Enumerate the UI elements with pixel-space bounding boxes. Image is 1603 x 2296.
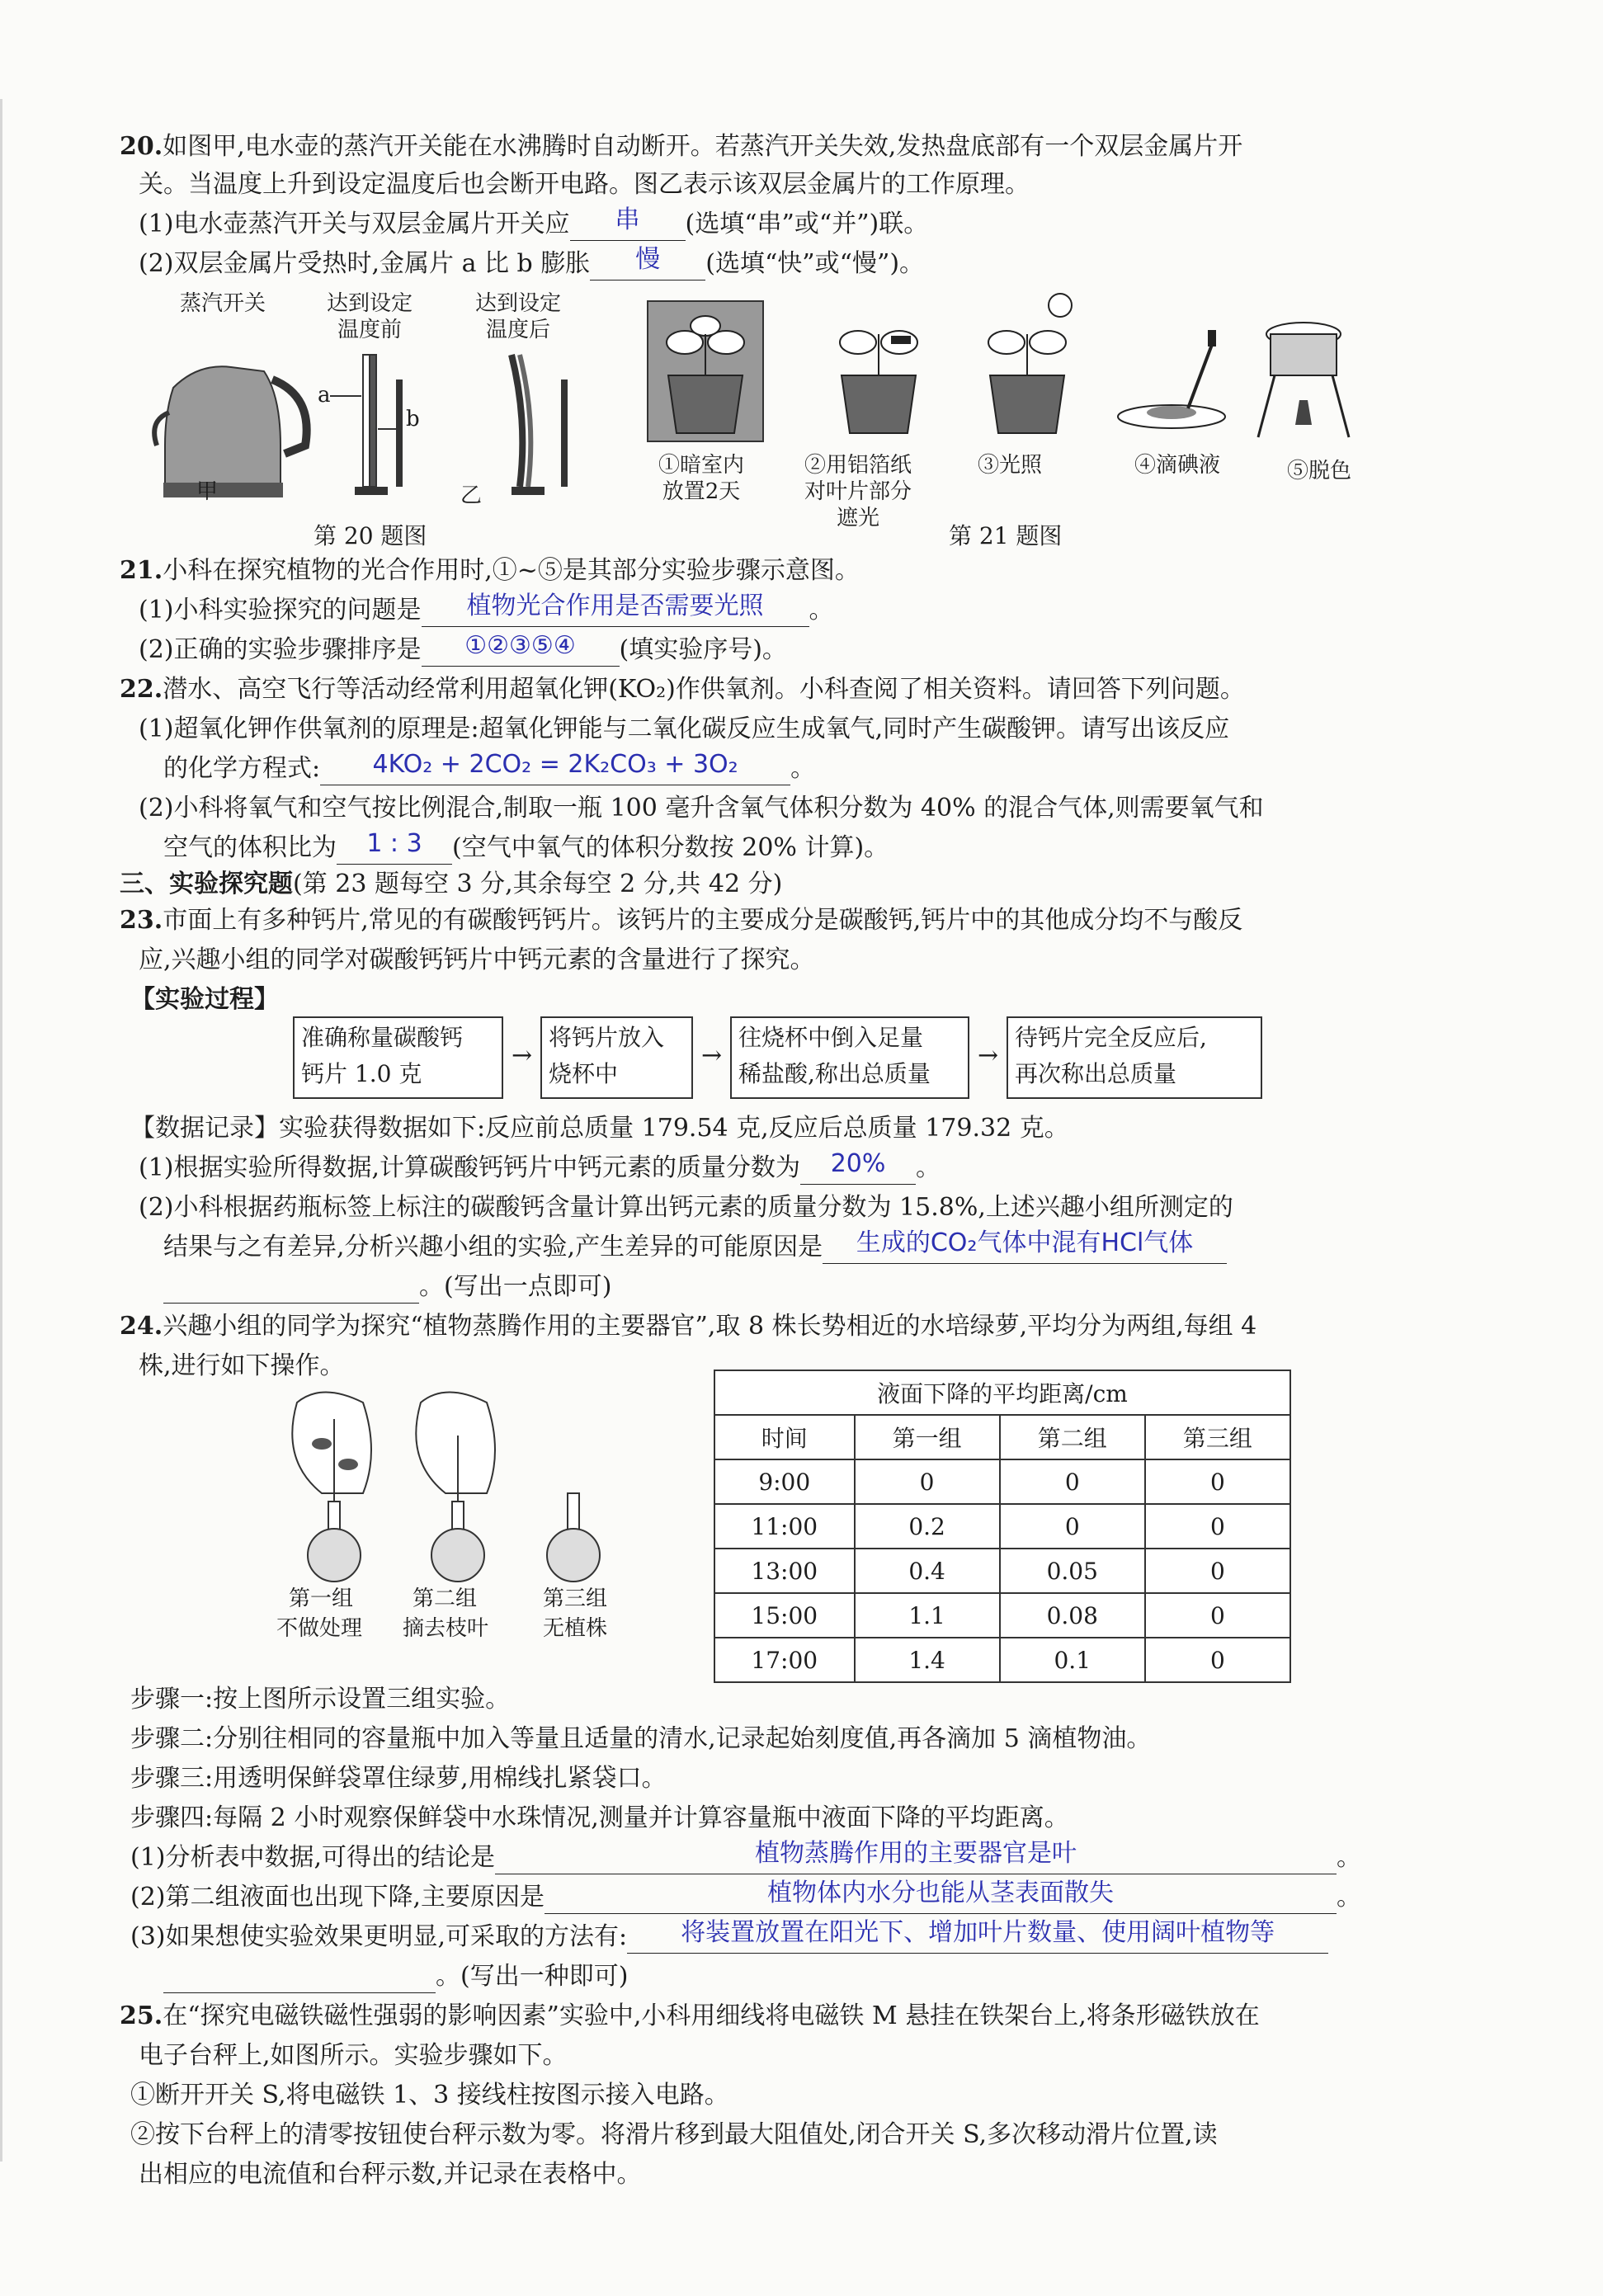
flask-group-2	[416, 1393, 495, 1582]
q24-part2: (2)第二组液面也出现下降,主要原因是 植物体内水分也能从茎表面散失 。	[130, 1881, 1361, 1914]
q21-line1: 21.小科在探究植物的光合作用时,①~⑤是其部分实验步骤示意图。	[120, 556, 860, 585]
table-row: 11:00 0.2 0 0	[714, 1504, 1290, 1549]
flow-arrow-3: →	[978, 1041, 999, 1070]
section3-heading: 三、实验探究题(第 23 题每空 3 分,其余每空 2 分,共 42 分)	[120, 870, 783, 898]
q24-apparatus	[272, 1386, 635, 1592]
table-title: 液面下降的平均距离/cm	[714, 1370, 1290, 1415]
q20-answer1[interactable]: 串	[570, 210, 686, 241]
group2-desc: 摘去枝叶	[403, 1616, 489, 1641]
fig21-drawing	[644, 285, 1370, 458]
q21-part2: (2)正确的实验步骤排序是 ①②③⑤④ (填实验序号)。	[139, 634, 787, 667]
q24-step3: 步骤三:用透明保鲜袋罩住绿萝,用棉线扎紧袋口。	[130, 1764, 667, 1793]
q20-line2: 关。当温度上升到设定温度后也会断开电路。图乙表示该双层金属片的工作原理。	[139, 170, 1030, 199]
q24-part3: (3)如果想使实验效果更明显,可采取的方法有: 将装置放置在阳光下、增加叶片数量、使用阔叶植物等	[130, 1921, 1328, 1954]
label-a: a	[318, 383, 331, 408]
q23-p2-line2: 结果与之有差异,分析兴趣小组的实验,产生差异的可能原因是 生成的CO₂气体中混有HCl气体	[163, 1231, 1227, 1264]
q22-p1-line1: (1)超氧化钾作供氧剂的原理是:超氧化钾能与二氧化碳反应生成氧气,同时产生碳酸钾。请写出该反应	[139, 714, 1230, 743]
q22-line1: 22.潜水、高空飞行等活动经常利用超氧化钾(KO₂)作供氧剂。小科查阅了相关资料。请回答下列问题。	[120, 675, 1245, 704]
q23-answer2-cont[interactable]	[163, 1273, 419, 1304]
q22-p2-line2: 空气的体积比为 1 : 3 (空气中氧气的体积分数按 20% 计算)。	[163, 832, 889, 865]
q22-answer1[interactable]: 4KO₂ + 2CO₂ = 2K₂CO₃ + 3O₂	[320, 755, 790, 785]
kettle-label: 蒸汽开关	[180, 291, 266, 316]
q21-answer2[interactable]: ①②③⑤④	[422, 636, 620, 667]
q23-process-label: 【实验过程】	[130, 985, 279, 1014]
q24-answer2[interactable]: 植物体内水分也能从茎表面散失	[545, 1883, 1337, 1914]
table-row: 9:00 0 0 0	[714, 1459, 1290, 1504]
q25-step2-line1: ②按下台秤上的清零按钮使台秤示数为零。将滑片移到最大阻值处,闭合开关 S,多次移动滑片位置,读	[130, 2120, 1218, 2149]
before-temp-label: 达到设定温度前	[326, 291, 413, 342]
flow-step-2: 将钙片放入 烧杯中	[540, 1016, 693, 1099]
q23-p2-line3: 。(写出一点即可)	[163, 1271, 611, 1304]
q23-answer1[interactable]: 20%	[800, 1154, 916, 1185]
label-yi: 乙	[460, 483, 483, 508]
q21-answer1[interactable]: 植物光合作用是否需要光照	[422, 596, 809, 627]
q25-step2-line2: 出相应的电流值和台秤示数,并记录在表格中。	[139, 2160, 642, 2189]
group1-desc: 不做处理	[276, 1616, 363, 1641]
fig21-step2: ②用铝箔纸对叶片部分遮光	[804, 453, 912, 530]
q20-line1	[120, 130, 1242, 163]
q22-answer2[interactable]: 1 : 3	[337, 834, 452, 865]
q24-answer3[interactable]: 将装置放置在阳光下、增加叶片数量、使用阔叶植物等	[627, 1923, 1328, 1954]
fig21-step3: ③光照	[978, 453, 1043, 478]
q20-part2: (2)双层金属片受热时,金属片 a 比 b 膨胀 慢 (选填“快”或“慢”)。	[139, 248, 924, 281]
q20-part1: (1)电水壶蒸汽开关与双层金属片开关应 串 (选填“串”或“并”)联。	[139, 208, 928, 241]
q23-record: 【数据记录】实验获得数据如下:反应前总质量 179.54 克,反应后总质量 179.32 克。	[130, 1114, 1069, 1143]
fig21-step1: ①暗室内放置2天	[658, 453, 744, 504]
q24-step4: 步骤四:每隔 2 小时观察保鲜袋中水珠情况,测量并计算容量瓶中液面下降的平均距离。	[130, 1803, 1069, 1832]
q24-line2: 株,进行如下操作。	[139, 1351, 345, 1380]
q24-data-table	[714, 1370, 1291, 1683]
fig21-step4: ④滴碘液	[1134, 453, 1221, 478]
group3-desc: 无植株	[543, 1616, 608, 1641]
q25-line1: 25.在“探究电磁铁磁性强弱的影响因素”实验中,小科用细线将电磁铁 M 悬挂在铁架台上,将条形磁铁放在	[120, 2001, 1260, 2030]
q21-part1: (1)小科实验探究的问题是 植物光合作用是否需要光照 。	[139, 594, 834, 627]
group2-label: 第二组	[413, 1586, 478, 1611]
bimetal-before	[330, 355, 403, 495]
fig21-step5: ⑤脱色	[1287, 459, 1352, 483]
table-row: 17:00 1.4 0.1 0	[714, 1638, 1290, 1682]
table-header-row: 时间 第一组 第二组 第三组	[714, 1415, 1290, 1459]
q24-part3-line2: 。(写出一种即可)	[163, 1960, 628, 1993]
flow-step-1: 准确称量碳酸钙 钙片 1.0 克	[293, 1016, 503, 1099]
pot-2	[840, 331, 917, 433]
q22-p2-line1: (2)小科将氧气和空气按比例混合,制取一瓶 100 毫升含氧气体积分数为 40% 的混合气体,则需要氧气和	[139, 794, 1264, 823]
flask-group-3	[547, 1493, 600, 1582]
q23-line1: 23.市面上有多种钙片,常见的有碳酸钙钙片。该钙片的主要成分是碳酸钙,钙片中的其他成分均不与酸反	[120, 906, 1243, 935]
after-temp-label: 达到设定温度后	[474, 291, 561, 342]
q23-p2-line1: (2)小科根据药瓶标签上标注的碳酸钙含量计算出钙元素的质量分数为 15.8%,上述兴趣小组所测定的	[139, 1193, 1233, 1222]
q20-number: 20.	[120, 132, 163, 161]
q24-line1: 24.兴趣小组的同学为探究“植物蒸腾作用的主要器官”,取 8 株长势相近的水培绿萝,平均分为两组,每组 4	[120, 1312, 1257, 1341]
flow-step-4: 待钙片完全反应后, 再次称出总质量	[1007, 1016, 1262, 1099]
flow-step-3: 往烧杯中倒入足量 稀盐酸,称出总质量	[730, 1016, 969, 1099]
fig20-caption: 第 20 题图	[314, 522, 427, 549]
q24-answer1[interactable]: 植物蒸腾作用的主要器官是叶	[495, 1844, 1337, 1874]
q24-step1: 步骤一:按上图所示设置三组实验。	[130, 1685, 511, 1714]
table-row: 15:00 1.1 0.08 0	[714, 1593, 1290, 1638]
q23-answer2[interactable]: 生成的CO₂气体中混有HCl气体	[823, 1233, 1227, 1264]
q23-part1: (1)根据实验所得数据,计算碳酸钙钙片中钙元素的质量分数为 20% 。	[139, 1152, 941, 1185]
group1-label: 第一组	[289, 1586, 354, 1611]
q23-line2: 应,兴趣小组的同学对碳酸钙钙片中钙元素的含量进行了探究。	[139, 945, 815, 974]
q25-step1: ①断开开关 S,将电磁铁 1、3 接线柱按图示接入电路。	[130, 2081, 729, 2110]
flow-arrow-1: →	[512, 1041, 533, 1070]
label-jia: 甲	[196, 479, 219, 504]
bimetal-after	[512, 355, 568, 495]
table-row: 13:00 0.4 0.05 0	[714, 1549, 1290, 1593]
q24-part1: (1)分析表中数据,可得出的结论是 植物蒸腾作用的主要器官是叶 。	[130, 1841, 1361, 1874]
decolor-stand	[1258, 323, 1349, 437]
q24-step2: 步骤二:分别往相同的容量瓶中加入等量且适量的清水,记录起始刻度值,再各滴加 5 滴植物油。	[130, 1724, 1152, 1753]
flow-arrow-2: →	[701, 1041, 723, 1070]
q20-answer2[interactable]: 慢	[590, 250, 705, 281]
pot-3	[988, 294, 1072, 433]
group3-label: 第三组	[543, 1586, 608, 1611]
q25-line2: 电子台秤上,如图所示。实验步骤如下。	[139, 2041, 568, 2070]
label-b: b	[406, 407, 420, 431]
sun-icon	[1049, 294, 1072, 317]
fig20-drawing	[149, 347, 635, 503]
q20-text1: 如图甲,电水壶的蒸汽开关能在水沸腾时自动断开。若蒸汽开关失效,发热盘底部有一个双层金属片开	[163, 132, 1243, 161]
q22-p1-line2: 的化学方程式: 4KO₂ + 2CO₂ = 2K₂CO₃ + 3O₂ 。	[163, 752, 815, 785]
fig21-caption: 第 21 题图	[949, 522, 1063, 549]
kettle-image	[154, 366, 307, 497]
flask-group-1	[292, 1393, 371, 1582]
scan-edge	[0, 99, 2, 2162]
q24-answer3-cont[interactable]	[163, 1963, 436, 1993]
pot-1	[667, 316, 744, 433]
iodine-dish	[1118, 330, 1225, 428]
